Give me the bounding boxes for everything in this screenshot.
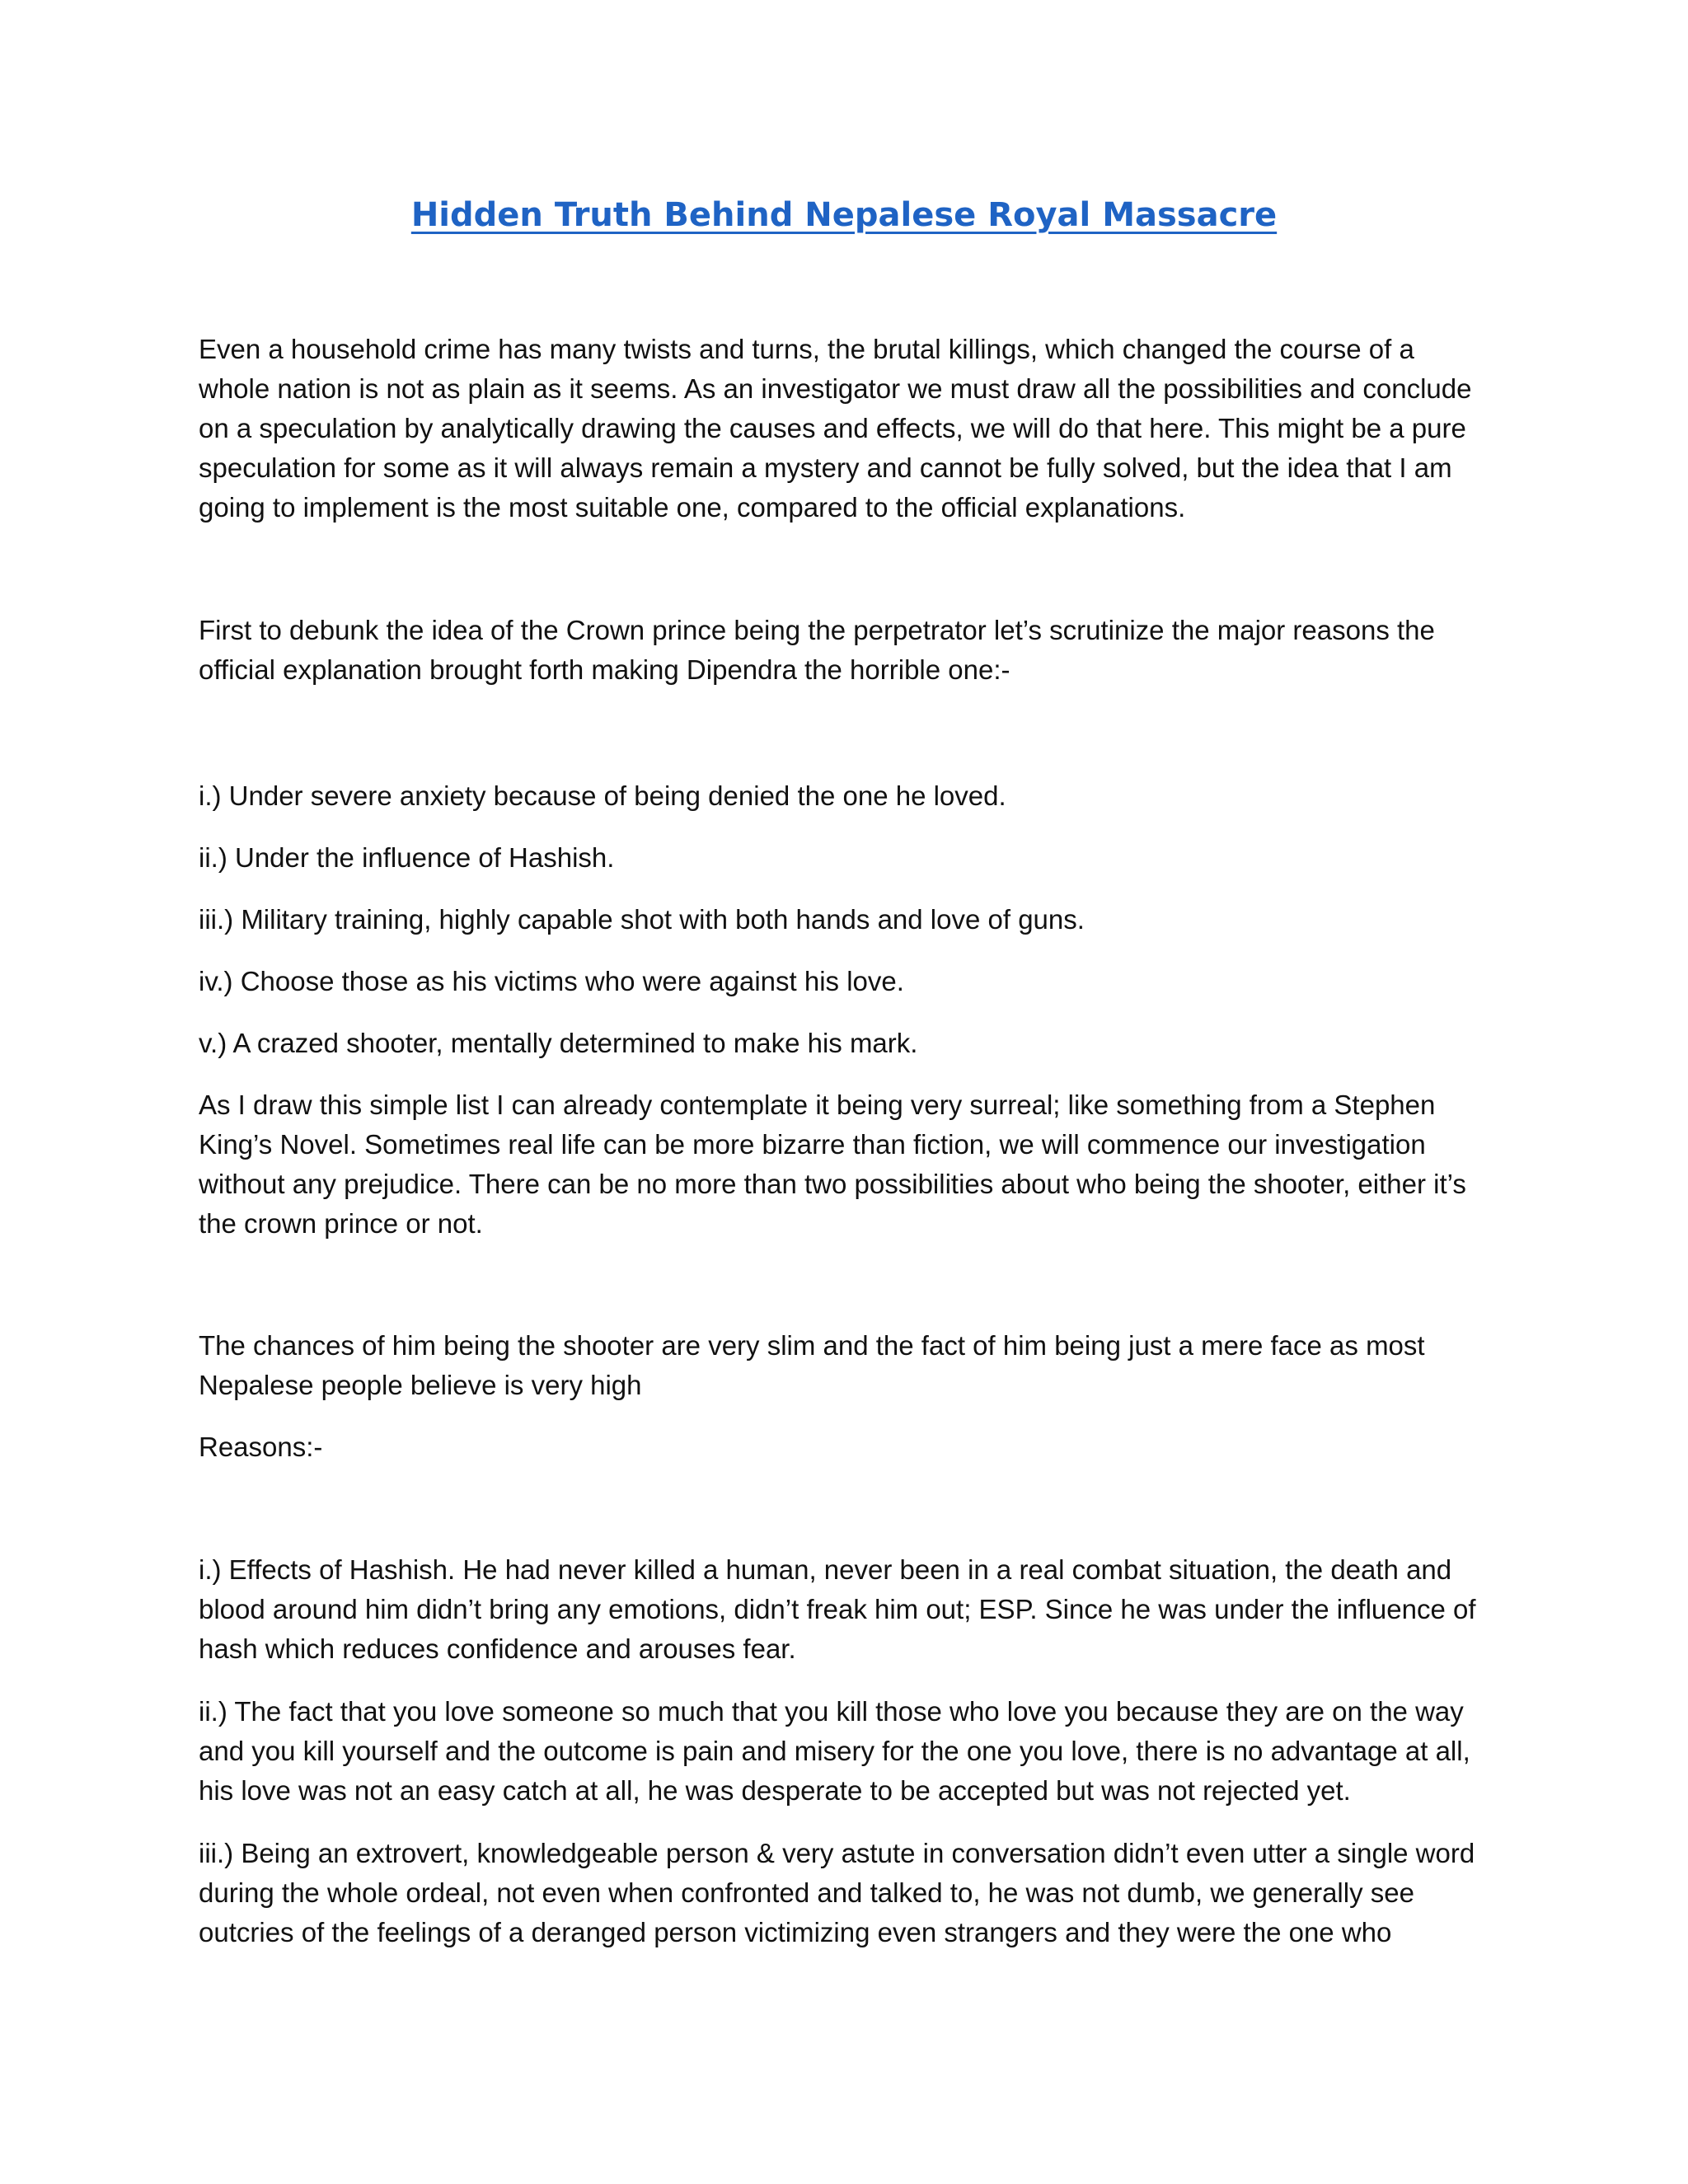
official-reason-item: iii.) Military training, highly capable shot with both hands and love of guns. — [199, 904, 1085, 935]
counter-reason-item: i.) Effects of Hashish. He had never killed a human, never been in a real combat situation, the death and blood around him didn’t bring any emotions, didn’t freak him out; ESP. Since he was under the influence of hash which reduces confidence and arouses fear. — [199, 1554, 1476, 1664]
counter-reason-item: ii.) The fact that you love someone so much that you kill those who love you because they are on the way and you kill yourself and the outcome is pain and misery for the one you love, there is no advantage at all, his love was not an easy catch at all, he was desperate to be accepted but was not rejected yet. — [199, 1696, 1470, 1806]
official-reason-item: v.) A crazed shooter, mentally determined to make his mark. — [199, 1028, 918, 1058]
document-title: Hidden Truth Behind Nepalese Royal Massacre — [410, 196, 1278, 234]
list-reflection-paragraph: As I draw this simple list I can already contemplate it being very surreal; like something from a Stephen King’s Novel. Sometimes real life can be more bizarre than fiction, we will commence our investigation without any prejudice. There can be no more than two possibilities about who being the shooter, either it’s the crown prince or not. — [199, 1090, 1466, 1239]
reasons-heading: Reasons:- — [199, 1432, 323, 1462]
debunk-intro-paragraph: First to debunk the idea of the Crown prince being the perpetrator let’s scrutinize the major reasons the official explanation brought forth making Dipendra the horrible one:- — [199, 615, 1435, 685]
official-reason-item: i.) Under severe anxiety because of being denied the one he loved. — [199, 780, 1006, 811]
chances-paragraph: The chances of him being the shooter are very slim and the fact of him being just a mere face as most Nepalese people believe is very high — [199, 1330, 1425, 1400]
official-reason-item: ii.) Under the influence of Hashish. — [199, 842, 615, 873]
official-reason-item: iv.) Choose those as his victims who were against his love. — [199, 966, 904, 996]
counter-reason-item: iii.) Being an extrovert, knowledgeable person & very astute in conversation didn’t even utter a single word during the whole ordeal, not even when confronted and talked to, he was not dumb, we generally see outcries of the feelings of a deranged person victimizing even strangers and they were the one who — [199, 1838, 1475, 1947]
intro-paragraph: Even a household crime has many twists and turns, the brutal killings, which changed the course of a whole nation is not as plain as it seems. As an investigator we must draw all the possibilities and conclude on a speculation by analytically drawing the causes and effects, we will do that here. This might be a pure speculation for some as it will always remain a mystery and cannot be fully solved, but the idea that I am going to implement is the most suitable one, compared to the official explanations. — [199, 334, 1472, 523]
